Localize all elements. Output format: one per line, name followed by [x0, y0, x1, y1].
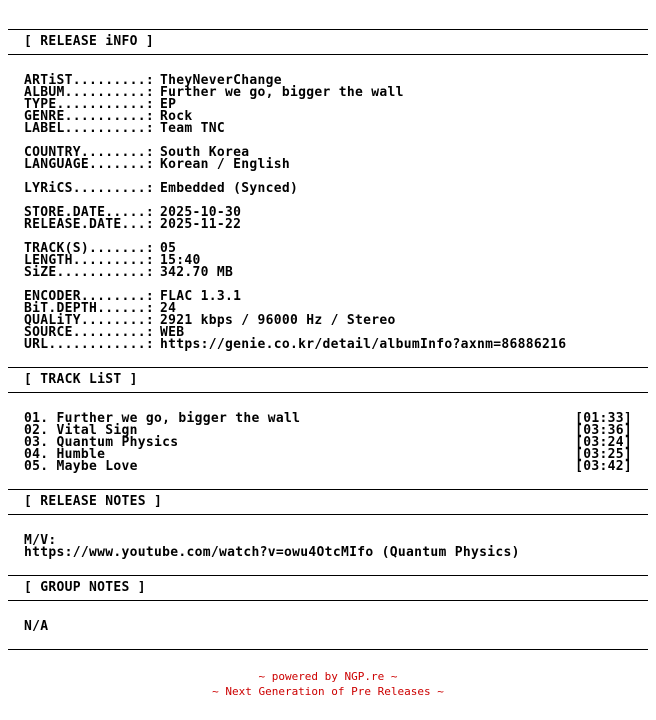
info-row-label: LABEL..........: Team TNC: [24, 121, 226, 136]
track-title: 02. Vital Sign: [24, 423, 138, 438]
section-title-release-notes: [ RELEASE NOTES ]: [24, 494, 163, 509]
info-row-store-date: STORE.DATE.....: 2025-10-30: [24, 205, 242, 220]
release-notes-body: [8, 535, 648, 559]
track-duration: [03:24]: [575, 435, 632, 450]
section-title-track-list: [ TRACK LiST ]: [24, 372, 138, 387]
info-row-lyrics: LYRiCS.........: Embedded (Synced): [24, 181, 299, 196]
info-row-encoder: ENCODER........: FLAC 1.3.1: [24, 289, 242, 304]
info-row-genre: GENRE..........: Rock: [24, 109, 193, 124]
info-row-length: LENGTH.........: 15:40: [24, 253, 201, 268]
section-title-release-info: [ RELEASE iNFO ]: [24, 34, 155, 49]
footer: [0, 669, 656, 699]
group-notes-body: [8, 621, 648, 633]
info-row-country: COUNTRY........: South Korea: [24, 145, 250, 160]
release-info-body: [8, 75, 648, 351]
section-title-group-notes: [ GROUP NOTES ]: [24, 580, 146, 595]
info-row-language: LANGUAGE.......: Korean / English: [24, 157, 291, 172]
info-row-source: SOURCE.........: WEB: [24, 325, 185, 340]
info-row-size: SiZE...........: 342.70 MB: [24, 265, 234, 280]
track-duration: [03:25]: [575, 447, 632, 462]
track-duration: [01:33]: [575, 411, 632, 426]
track-row: [24, 461, 632, 473]
footer-powered-by[interactable]: ~ powered by NGP.re ~: [258, 670, 398, 683]
info-row-url: URL............: https://genie.co.kr/detail/albumInfo?axnm=86886216: [24, 337, 567, 352]
group-notes-text: N/A: [24, 619, 49, 634]
track-duration: [03:36]: [575, 423, 632, 438]
track-duration: [03:42]: [575, 459, 632, 474]
mv-label: M/V:: [24, 533, 57, 548]
track-list-body: [8, 413, 648, 473]
track-row: [24, 437, 632, 449]
info-row-release-date: RELEASE.DATE...: 2025-11-22: [24, 217, 242, 232]
info-row-tracks: TRACK(S).......: 05: [24, 241, 177, 256]
info-row-quality: QUALiTY........: 2921 kbps / 96000 Hz / Stereo: [24, 313, 396, 328]
track-title: 01. Further we go, bigger the wall: [24, 411, 301, 426]
info-row-type: TYPE...........: EP: [24, 97, 177, 112]
section-divider: [8, 649, 648, 650]
footer-tagline: ~ Next Generation of Pre Releases ~: [212, 685, 444, 698]
nfo-document: [8, 0, 648, 650]
mv-link[interactable]: https://www.youtube.com/watch?v=owu4OtcMIfo (Quantum Physics): [24, 545, 520, 560]
info-row-bit-depth: BiT.DEPTH......: 24: [24, 301, 177, 316]
track-title: 05. Maybe Love: [24, 459, 138, 474]
track-title: 04. Humble: [24, 447, 106, 462]
track-title: 03. Quantum Physics: [24, 435, 179, 450]
info-row-artist: ARTiST.........: TheyNeverChange: [24, 73, 282, 88]
info-row-album: ALBUM..........: Further we go, bigger the wall: [24, 85, 404, 100]
